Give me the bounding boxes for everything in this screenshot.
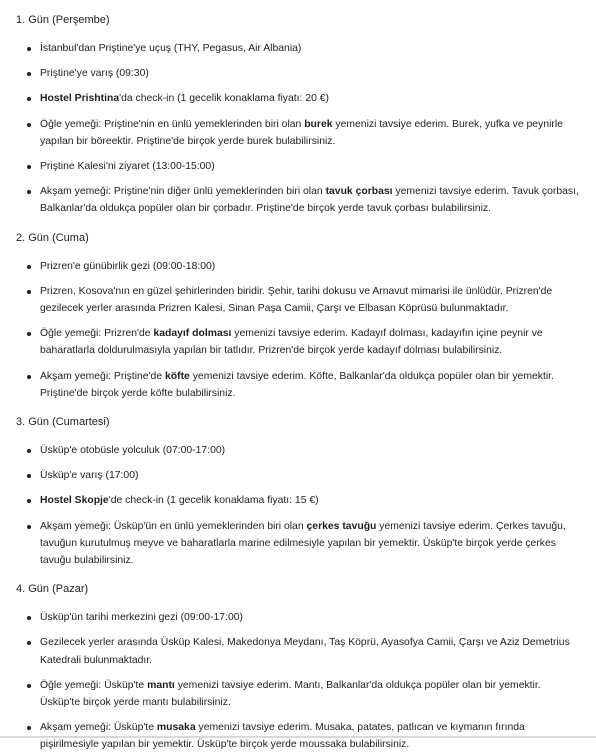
item-text: Öğle yemeği: Prizren'de [40, 328, 154, 340]
item-text: Priştine'ye varış (09:30) [40, 68, 149, 80]
list-item [16, 283, 580, 317]
day-item-list [16, 609, 580, 753]
bold-text: tavuk çorbası [325, 186, 393, 198]
day-section [16, 414, 580, 569]
item-text: 'de check-in (1 gecelik konaklama fiyatı: 15 €) [108, 495, 319, 507]
item-text: Akşam yemeği: Üsküp'ün en ünlü yemeklerinden biri olan [40, 520, 307, 532]
item-text: İstanbul'dan Priştine'ye uçuş (THY, Pegasus, Air Albania) [40, 43, 302, 54]
item-text: Öğle yemeği: Priştine'nin en ünlü yemeklerinden biri olan [40, 118, 305, 130]
list-item [16, 90, 580, 107]
item-text: yemenizi tavsiye ederim. Çerkes tavuğu, tavuğun kurutulmuş meyve ve baharatlarla marine edilmesiyle yapılan bir yemektir. Üsküp'te birçok yerde çerkes tavuğu bulabilirsiniz. [40, 520, 566, 567]
item-text: Prizren, Kosova'nın en güzel şehirlerinden biridir. Şehir, tarihi dokusu ve Arnavut mimarisi ile ünlüdür. Prizren'de gezilecek yerler arasında Prizren Kalesi, Sinan Paşa Camii, Çarşı ve Elbasan Köprüsü bulunmaktadır. [40, 285, 553, 315]
bold-text: çerkes tavuğu [306, 520, 377, 532]
list-item [16, 40, 580, 57]
day-title: 2. Gün (Cuma) [16, 231, 89, 244]
days-container [16, 12, 580, 754]
list-item [16, 116, 580, 150]
item-text: 'da check-in (1 gecelik konaklama fiyatı: 20 €) [119, 93, 330, 105]
list-item [16, 492, 580, 509]
day-title: 1. Gün (Perşembe) [16, 14, 110, 26]
list-item [16, 325, 580, 359]
day-section [16, 12, 580, 218]
list-item [16, 442, 580, 459]
item-text: Üsküp'e otobüsle yolculuk (07:00-17:00) [40, 445, 226, 457]
item-text: Akşam yemeği: Üsküp'te [40, 722, 157, 734]
bold-text: mantı [147, 679, 175, 691]
bold-text: musaka [156, 722, 196, 734]
list-item [16, 609, 580, 626]
bold-text: Hostel Skopje [40, 495, 109, 507]
day-item-list [16, 258, 580, 402]
list-item [16, 634, 580, 668]
list-item [16, 158, 580, 175]
bold-text: burek [304, 118, 333, 130]
item-text: Prizren'e günübirlik gezi (09:00-18:00) [40, 260, 216, 272]
item-text: yemenizi tavsiye ederim. Tavuk çorbası, Balkanlar'da oldukça popüler olan bir çorbadır. Priştine'de birçok yerde tavuk çorbası bulabilirsiniz. [40, 186, 579, 215]
item-text: Akşam yemeği: Priştine'de [40, 370, 165, 382]
list-item [16, 65, 580, 82]
bottom-divider [0, 736, 596, 738]
list-item [16, 368, 580, 402]
item-text: Üsküp'ün tarihi merkezini gezi (09:00-17:00) [40, 612, 243, 624]
list-item [16, 183, 580, 217]
item-text: Akşam yemeği: Priştine'nin diğer ünlü yemeklerinden biri olan [40, 186, 326, 198]
item-text: yemenizi tavsiye ederim. Mantı, Balkanlar'da oldukça popüler olan bir yemektir. Üsküp'te birçok yerde mantı bulabilirsiniz. [40, 679, 541, 709]
list-item [16, 467, 580, 484]
list-item [16, 258, 580, 275]
item-text: Gezilecek yerler arasında Üsküp Kalesi, Makedonya Meydanı, Taş Köprü, Ayasofya Camii, Çarşı ve Aziz Demetrius Katedrali bulunmaktadır. [40, 637, 570, 666]
day-title: 3. Gün (Cumartesi) [16, 416, 110, 429]
item-text: yemenizi tavsiye ederim. Burek, yufka ve peynirle yapılan bir böreektir. Priştine'de birçok yerde burek bulabilirsiniz. [40, 118, 563, 147]
item-text: yemenizi tavsiye ederim. Köfte, Balkanlar'da oldukça popüler olan bir yemektir. Priştine'de birçok yerde köfte bulabilirsiniz. [40, 370, 554, 399]
day-title: 4. Gün (Pazar) [16, 583, 89, 596]
item-text: Priştine Kalesi'ni ziyaret (13:00-15:00) [40, 161, 215, 173]
day-item-list [16, 40, 580, 218]
list-item [16, 677, 580, 711]
item-text: Üsküp'e varış (17:00) [40, 470, 139, 482]
day-item-list [16, 442, 580, 569]
bold-text: köfte [165, 370, 190, 382]
day-section [16, 581, 580, 753]
bold-text: Hostel Prishtina [40, 93, 120, 105]
item-text: Öğle yemeği: Üsküp'te [40, 679, 148, 691]
item-text: yemenizi tavsiye ederim. Kadayıf dolması, kadayıfın içine peynir ve baharatlarla doldurulmasıyla yapılan bir tatlıdır. Prizren'de birçok yerde kadayıf dolması bulabilirsiniz. [40, 328, 543, 357]
day-section [16, 230, 580, 402]
list-item [16, 518, 580, 570]
item-text: yemenizi tavsiye ederim. Musaka, patates, patlıcan ve kıymanın fırında pişirilmesiyle yapılan bir yemektir. Üsküp'te birçok yerde moussaka bulabilirsiniz. [40, 722, 525, 751]
bold-text: kadayıf dolması [153, 328, 232, 340]
